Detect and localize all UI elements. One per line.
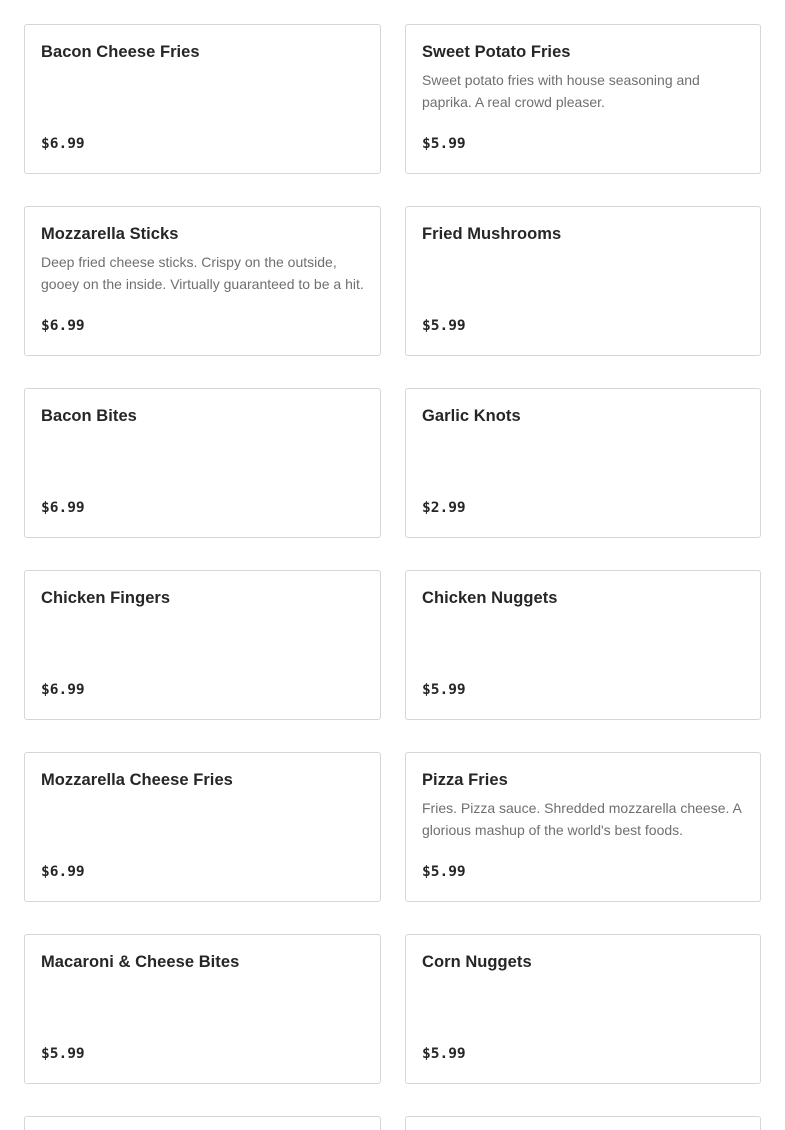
menu-item-card[interactable] — [24, 934, 381, 1084]
menu-item-card[interactable] — [405, 388, 761, 538]
menu-item-card[interactable] — [405, 1116, 761, 1130]
menu-item-grid — [24, 24, 761, 1130]
menu-item-card[interactable] — [405, 934, 761, 1084]
menu-item-price: $5.99 — [422, 136, 466, 152]
menu-item-description: Sweet potato fries with house seasoning and paprika. A real crowd pleaser. — [422, 72, 700, 110]
menu-item-price: $5.99 — [422, 318, 466, 334]
menu-item-name: Chicken Nuggets — [422, 589, 558, 607]
menu-item-card[interactable] — [405, 752, 761, 902]
menu-item-card[interactable] — [405, 570, 761, 720]
menu-item-name: Mozzarella Sticks — [41, 225, 179, 243]
menu-item-name: Garlic Knots — [422, 407, 521, 425]
menu-item-name: Bacon Cheese Fries — [41, 43, 200, 61]
menu-item-price: $5.99 — [422, 864, 466, 880]
menu-item-price: $5.99 — [422, 1046, 466, 1062]
menu-item-name: Pizza Fries — [422, 771, 508, 789]
menu-item-card[interactable] — [405, 206, 761, 356]
menu-item-card[interactable] — [24, 752, 381, 902]
menu-item-card[interactable] — [24, 24, 381, 174]
menu-item-description: Deep fried cheese sticks. Crispy on the outside, gooey on the inside. Virtually guaranteed to be a hit. — [41, 254, 364, 292]
menu-item-price: $5.99 — [41, 1046, 85, 1062]
menu-item-price: $6.99 — [41, 136, 85, 152]
menu-item-name: Mozzarella Cheese Fries — [41, 771, 233, 789]
menu-item-name: Chicken Fingers — [41, 589, 171, 607]
menu-item-price: $6.99 — [41, 318, 85, 334]
menu-item-card[interactable] — [405, 24, 761, 174]
menu-item-name: Corn Nuggets — [422, 953, 532, 971]
menu-item-price: $2.99 — [422, 500, 466, 516]
menu-item-price: $6.99 — [41, 500, 85, 516]
menu-item-card[interactable] — [24, 206, 381, 356]
menu-item-price: $6.99 — [41, 682, 85, 698]
menu-item-name: Macaroni & Cheese Bites — [41, 953, 240, 971]
menu-item-name: Sweet Potato Fries — [422, 43, 571, 61]
menu-item-price: $6.99 — [41, 864, 85, 880]
menu-item-card[interactable] — [24, 1116, 381, 1130]
menu-item-card[interactable] — [24, 388, 381, 538]
menu-item-price: $5.99 — [422, 682, 466, 698]
menu-item-name: Fried Mushrooms — [422, 225, 562, 243]
menu-item-description: Fries. Pizza sauce. Shredded mozzarella cheese. A glorious mashup of the world's best foods. — [422, 800, 742, 838]
menu-item-name: Bacon Bites — [41, 407, 137, 425]
menu-item-card[interactable] — [24, 570, 381, 720]
